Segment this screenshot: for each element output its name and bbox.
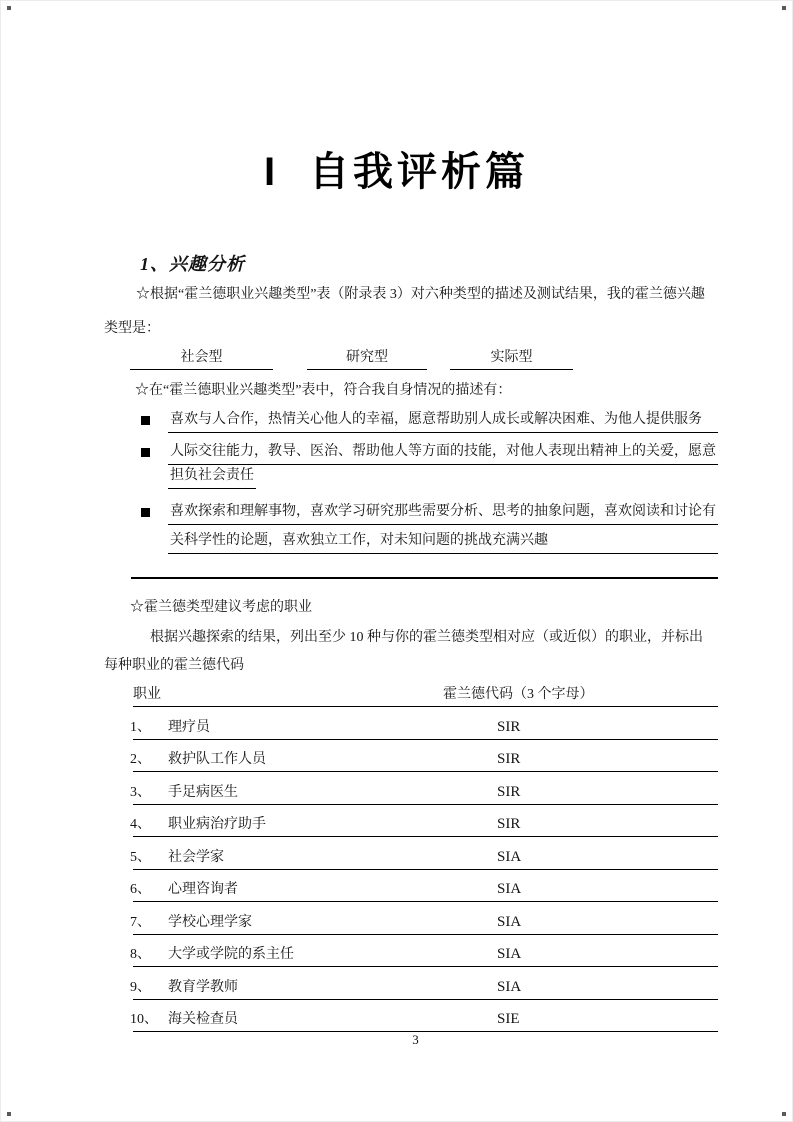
occupation-name: 社会学家 [168, 849, 224, 865]
table-row [130, 740, 718, 773]
type-label: 研究型 [346, 350, 388, 365]
column-header-code: 霍兰德代码（3 个字母） [443, 687, 594, 702]
table-row [130, 967, 718, 1000]
holland-code: SIA [497, 848, 522, 865]
bullet-text: 人际交往能力，教导、医治、帮助他人等方面的技能，对他人表现出精神上的关爱，愿意 [168, 442, 718, 465]
type-blank-3 [450, 346, 573, 370]
bullet-text-continued: 关科学性的论题，喜欢独立工作，对未知问题的挑战充满兴趣 [168, 531, 718, 554]
column-header-occupation: 职业 [133, 687, 161, 702]
corner-mark [782, 6, 786, 10]
row-number: 8、 [130, 947, 151, 962]
page-number: 3 [412, 1032, 419, 1047]
holland-code: SIE [497, 1011, 520, 1027]
type-blank-2 [307, 346, 427, 370]
occupation-name: 救护队工作人员 [168, 752, 266, 767]
corner-mark [7, 6, 11, 10]
table-row [130, 837, 718, 870]
careers-description-line-1: 根据兴趣探索的结果，列出至少 10 种与你的霍兰德类型相对应（或近似）的职业，并标出 [150, 630, 703, 645]
intro-paragraph-line-1: ☆根据“霍兰德职业兴趣类型”表（附录表 3）对六种类型的描述及测试结果，我的霍兰德兴趣 [136, 287, 705, 302]
holland-code: SIA [497, 978, 522, 995]
bullet-square-icon [141, 448, 150, 457]
occupation-name: 理疗员 [168, 719, 210, 735]
intro-paragraph-line-2: 类型是： [104, 321, 160, 336]
careers-description-line-2: 每种职业的霍兰德代码 [104, 658, 244, 673]
occupation-name: 大学或学院的系主任 [168, 947, 294, 962]
bullet-text: 喜欢与人合作，热情关心他人的幸福，愿意帮助别人成长或解决困难、为他人提供服务 [168, 410, 718, 433]
table-row [130, 805, 718, 838]
section-divider [131, 577, 718, 579]
row-number: 10、 [130, 1012, 158, 1027]
bullet-text-continued: 担负社会责任 [168, 466, 256, 489]
occupation-name: 学校心理学家 [168, 914, 252, 930]
row-number: 3、 [130, 784, 151, 800]
occupations-table [130, 676, 718, 1032]
bullet-square-icon [141, 508, 150, 517]
table-row [130, 707, 718, 740]
holland-code: SIR [497, 751, 521, 767]
occupation-name: 海关检查员 [168, 1012, 238, 1027]
careers-heading: ☆霍兰德类型建议考虑的职业 [130, 600, 312, 615]
occupation-name: 手足病医生 [168, 784, 238, 800]
corner-mark [7, 1112, 11, 1116]
corner-mark [782, 1112, 786, 1116]
occupation-name: 教育学教师 [168, 979, 238, 995]
row-number: 1、 [130, 719, 151, 735]
table-row [130, 870, 718, 903]
row-number: 6、 [130, 882, 151, 897]
match-description-heading: ☆在“霍兰德职业兴趣类型”表中，符合我自身情况的描述有： [135, 383, 512, 398]
occupation-name: 心理咨询者 [168, 882, 238, 897]
row-number: 4、 [130, 817, 151, 832]
table-row [130, 935, 718, 968]
type-blank-1 [130, 346, 273, 370]
holland-code: SIA [497, 946, 522, 962]
title-text: 自我评析篇 [309, 150, 530, 194]
row-number: 9、 [130, 979, 151, 995]
section-heading-interest-analysis: 1、兴趣分析 [140, 254, 245, 274]
row-number: 5、 [130, 849, 151, 865]
occupation-name: 职业病治疗助手 [168, 817, 266, 832]
row-number: 2、 [130, 752, 151, 767]
table-row [130, 772, 718, 805]
holland-code: SIR [497, 783, 521, 800]
holland-code: SIA [497, 881, 522, 897]
page-title [0, 140, 793, 197]
table-row [130, 1000, 718, 1033]
table-row [130, 902, 718, 935]
holland-code: SIR [497, 816, 521, 832]
type-label: 社会型 [180, 350, 223, 365]
holland-code: SIR [497, 718, 521, 735]
bullet-square-icon [141, 416, 150, 425]
row-number: 7、 [130, 914, 151, 930]
table-header [133, 676, 718, 707]
title-numeral: I [263, 150, 276, 194]
bullet-text: 喜欢探索和理解事物，喜欢学习研究那些需要分析、思考的抽象问题，喜欢阅读和讨论有 [168, 502, 718, 525]
type-label: 实际型 [490, 350, 533, 365]
holland-code: SIA [497, 913, 522, 930]
